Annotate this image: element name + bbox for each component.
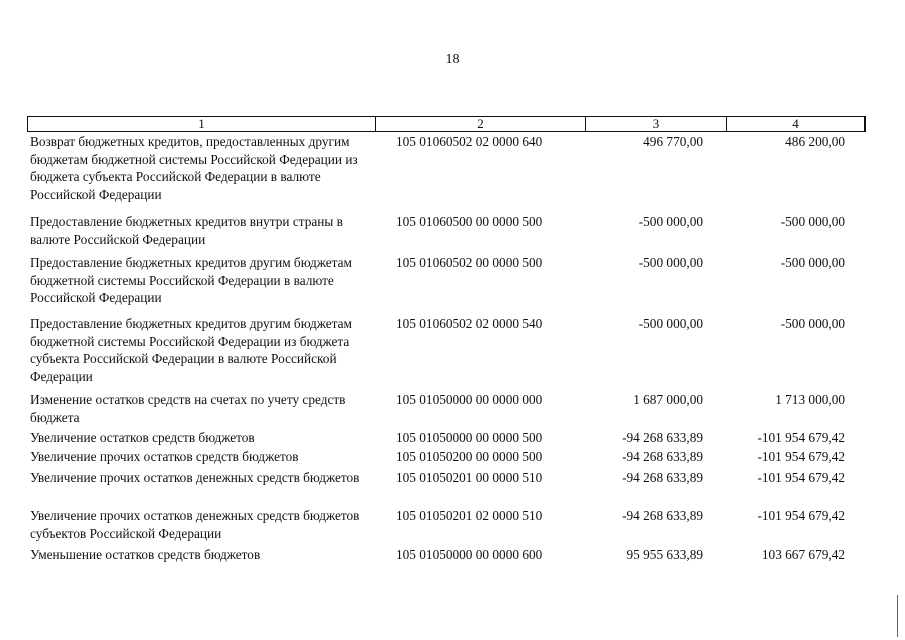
scan-edge-mark: [897, 595, 898, 637]
row-name: Изменение остатков средств на счетах по учету средств бюджета: [30, 392, 346, 425]
row-value-col4: -500 000,00: [780, 214, 845, 229]
row-name: Увеличение прочих остатков денежных средств бюджетов субъектов Российской Федерации: [30, 508, 360, 541]
row-code: 105 01060502 02 0000 640: [396, 134, 543, 149]
row-value-col3: 496 770,00: [643, 134, 703, 149]
row-code: 105 01050000 00 0000 500: [396, 430, 543, 445]
row-value-col3: -94 268 633,89: [622, 470, 703, 485]
row-code: 105 01050200 00 0000 500: [396, 449, 543, 464]
row-value-col3: -500 000,00: [638, 255, 703, 270]
row-value-col4: -101 954 679,42: [757, 430, 845, 445]
row-value-col3: -94 268 633,89: [622, 508, 703, 523]
row-value-col3: -500 000,00: [638, 214, 703, 229]
row-value-col3: 1 687 000,00: [633, 392, 703, 407]
row-value-col3: -94 268 633,89: [622, 449, 703, 464]
row-code: 105 01050000 00 0000 000: [396, 392, 543, 407]
row-name: Увеличение прочих остатков денежных средств бюджетов: [30, 470, 360, 485]
row-value-col4: -101 954 679,42: [757, 449, 845, 464]
row-value-col4: 103 667 679,42: [761, 547, 845, 562]
row-code: 105 01050000 00 0000 600: [396, 547, 543, 562]
header-col-2: 2: [375, 117, 585, 131]
row-name: Предоставление бюджетных кредитов другим бюджетам бюджетной системы Российской Федерации в валюте Российской Федерации: [30, 255, 352, 305]
row-name: Увеличение остатков средств бюджетов: [30, 430, 255, 445]
row-code: 105 01060500 00 0000 500: [396, 214, 543, 229]
header-col-1: 1: [198, 116, 205, 131]
row-value-col4: -101 954 679,42: [757, 470, 845, 485]
row-value-col3: -94 268 633,89: [622, 430, 703, 445]
row-code: 105 01060502 00 0000 500: [396, 255, 543, 270]
row-name: Предоставление бюджетных кредитов внутри страны в валюте Российской Федерации: [30, 214, 343, 247]
row-value-col4: -500 000,00: [780, 316, 845, 331]
row-code: 105 01060502 02 0000 540: [396, 316, 543, 331]
row-value-col4: -101 954 679,42: [757, 508, 845, 523]
row-name: Возврат бюджетных кредитов, предоставленных другим бюджетам бюджетной системы Российской Федерации из бюджета субъекта Российской Федерации в валюте Российской Федерации: [30, 134, 358, 202]
table-header: [27, 116, 866, 132]
row-code: 105 01050201 02 0000 510: [396, 508, 543, 523]
row-code: 105 01050201 00 0000 510: [396, 470, 543, 485]
row-value-col4: -500 000,00: [780, 255, 845, 270]
row-value-col3: 95 955 633,89: [626, 547, 703, 562]
header-col-4: 4: [726, 117, 864, 131]
page-number: 18: [445, 52, 460, 67]
row-value-col4: 486 200,00: [785, 134, 845, 149]
header-col-3: 3: [585, 117, 726, 131]
row-value-col3: -500 000,00: [638, 316, 703, 331]
row-name: Увеличение прочих остатков средств бюджетов: [30, 449, 299, 464]
row-name: Уменьшение остатков средств бюджетов: [30, 547, 261, 562]
row-name: Предоставление бюджетных кредитов другим бюджетам бюджетной системы Российской Федерации из бюджета субъекта Российской Федерации в валюте Российской Федерации: [30, 316, 352, 384]
row-value-col4: 1 713 000,00: [775, 392, 845, 407]
